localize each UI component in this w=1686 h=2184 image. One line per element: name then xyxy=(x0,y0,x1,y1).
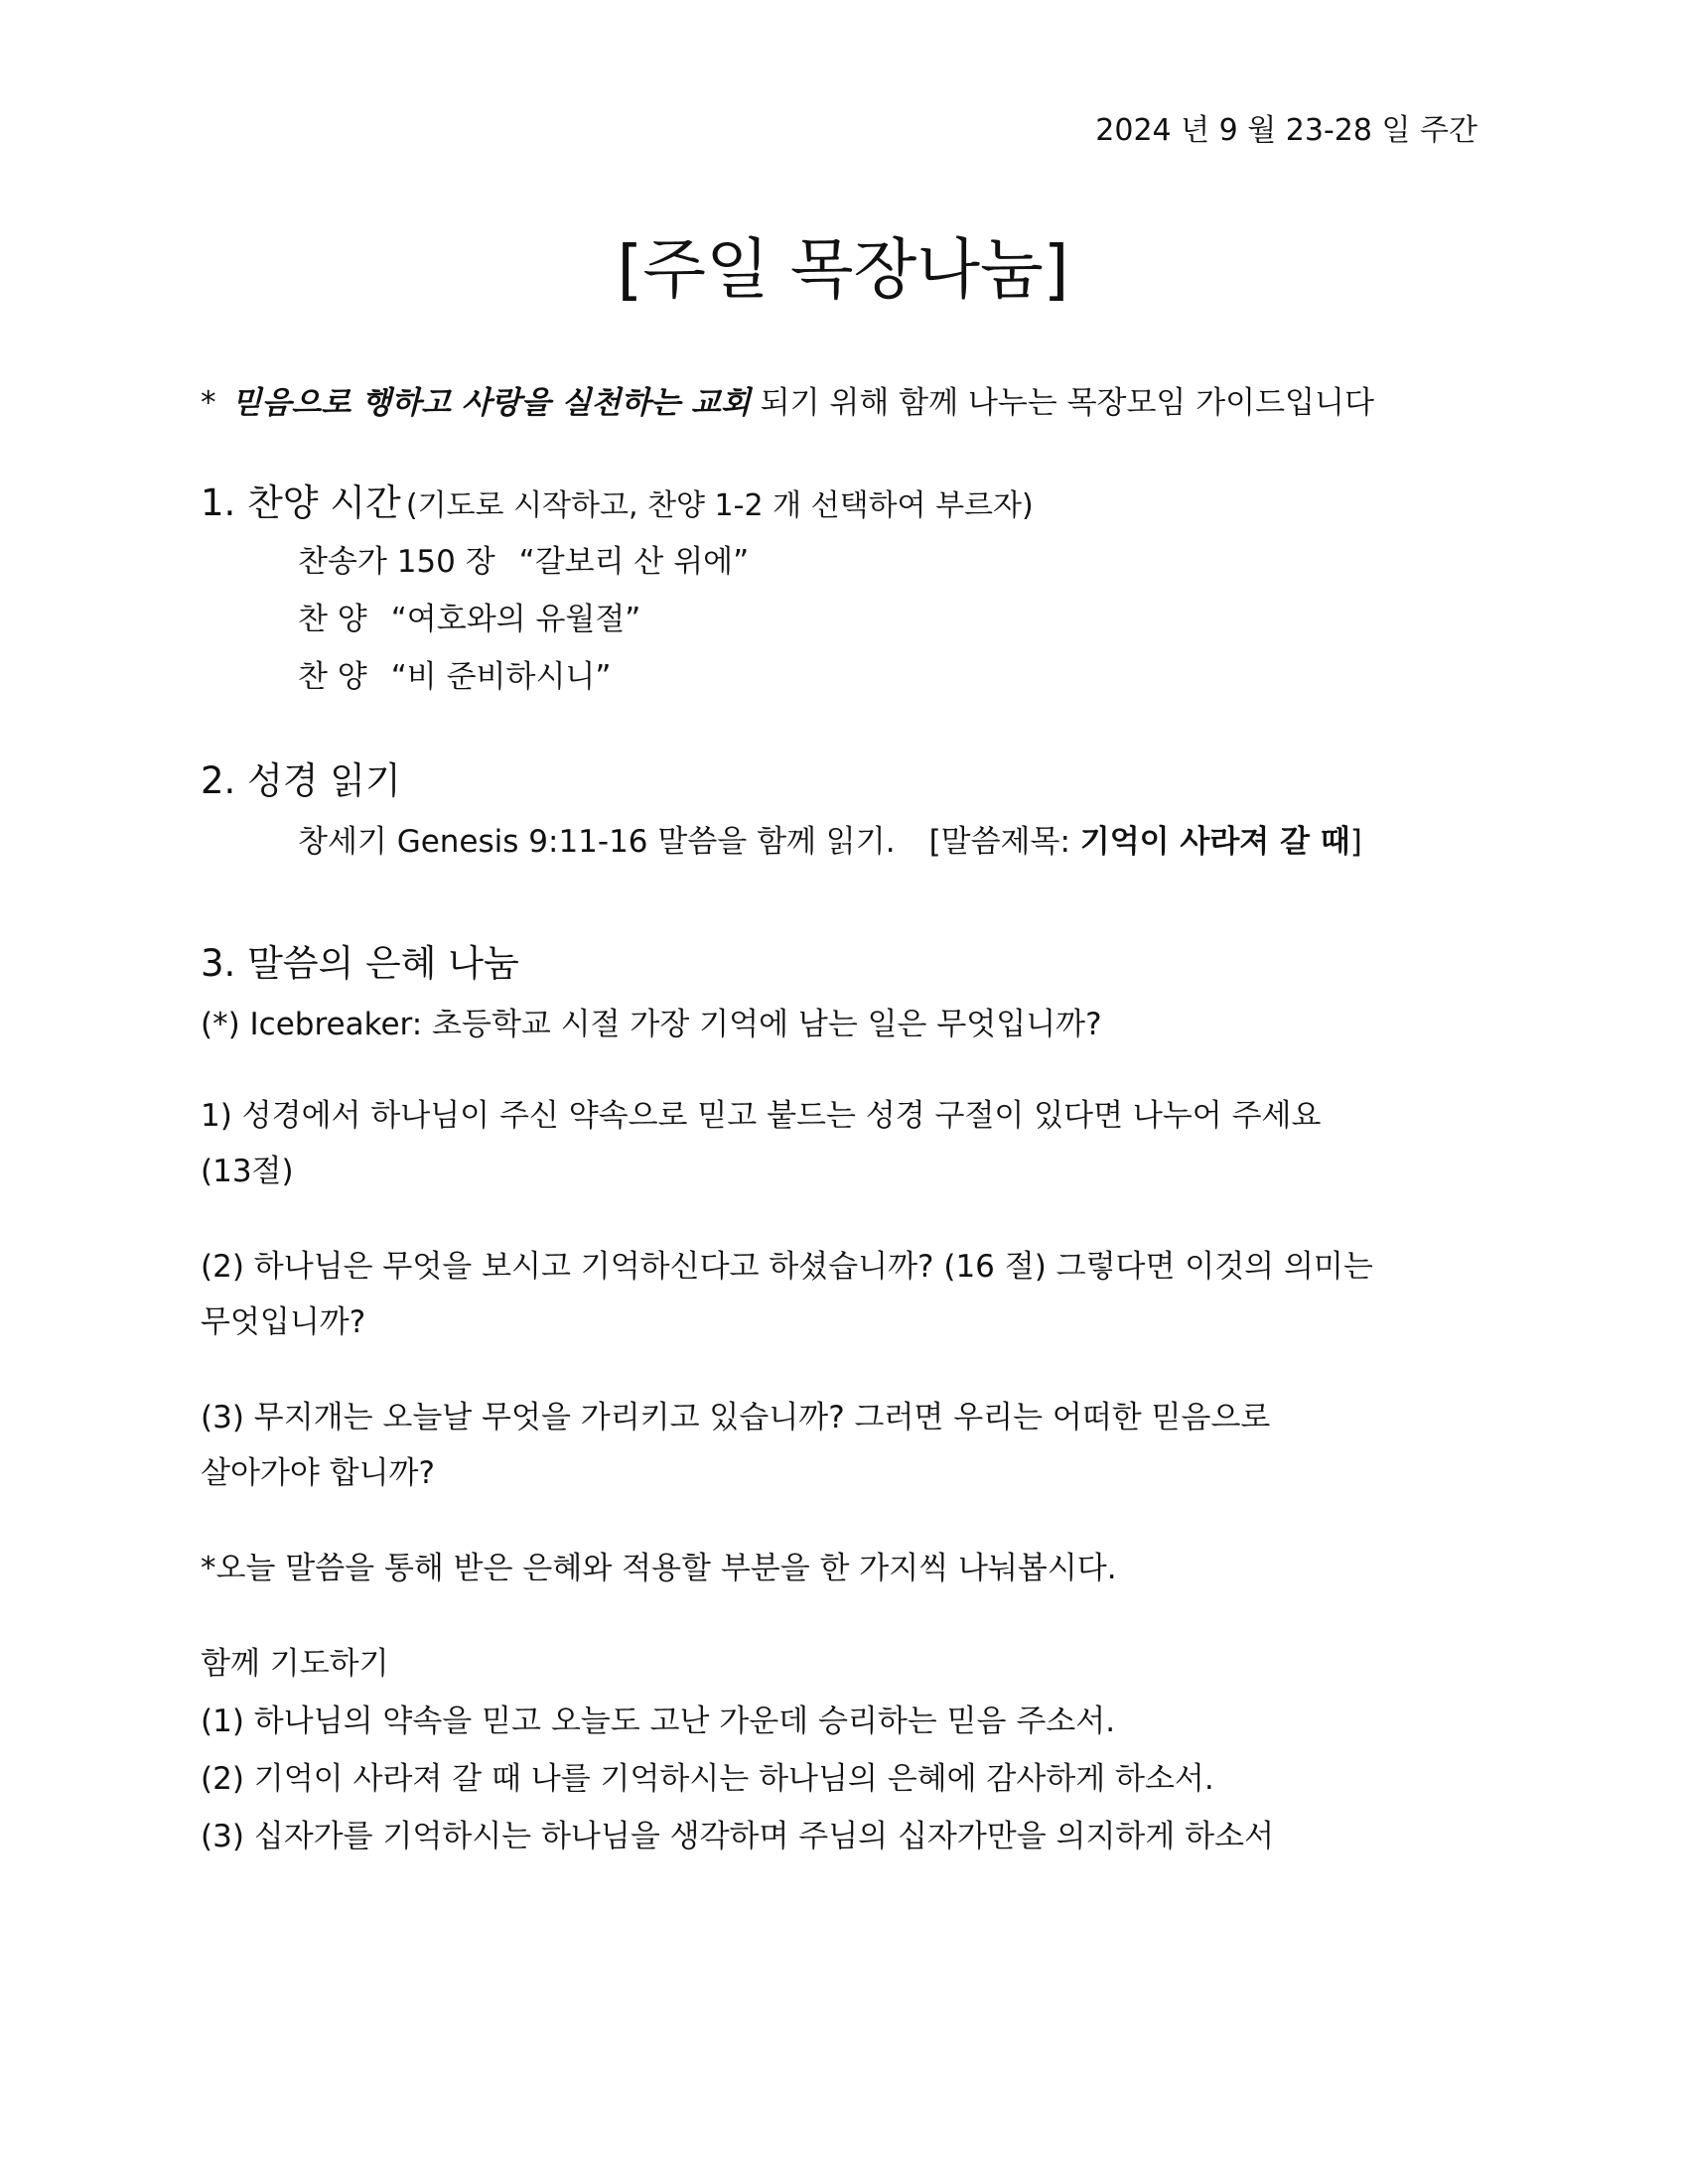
question-2-line-2: 무엇입니까? xyxy=(201,1304,366,1340)
question-3-line-1: (3) 무지개는 오늘날 무엇을 가리키고 있습니까? 그러면 우리는 어떠한 믿음으로 xyxy=(201,1400,1271,1435)
sermon-title-suffix: ] xyxy=(1349,824,1362,860)
praise-item-label: 찬 양 xyxy=(298,602,367,637)
application-line: *오늘 말씀을 통해 받은 은혜와 적용할 부분을 한 가지씩 나눠봅시다. xyxy=(201,1551,1117,1586)
praise-item xyxy=(298,651,611,696)
praise-item xyxy=(298,536,749,581)
sermon-title: 기억이 사라져 갈 때 xyxy=(1079,824,1350,860)
praise-item-song: “갈보리 산 위에” xyxy=(518,544,750,580)
praise-item-song: “비 준비하시니” xyxy=(390,659,612,695)
prayer-item: (1) 하나님의 약속을 믿고 오늘도 고난 가운데 승리하는 믿음 주소서. xyxy=(201,1704,1116,1739)
bible-reading-line xyxy=(298,816,1362,861)
icebreaker-label: (*) Icebreaker: xyxy=(201,1007,423,1042)
question-1-line-2: (13절) xyxy=(201,1154,294,1189)
praise-item-song: “여호와의 유월절” xyxy=(390,602,641,637)
praise-item xyxy=(298,594,640,638)
bible-heading: 2. 성경 읽기 xyxy=(201,759,401,802)
icebreaker-line xyxy=(201,999,1102,1043)
prayer-item: (3) 십자가를 기억하시는 하나님을 생각하며 주님의 십자가만을 의지하게 하소서 xyxy=(201,1819,1275,1854)
page-title: [주일 목장나눔] xyxy=(617,231,1069,308)
question-1-line-1: 1) 성경에서 하나님이 주신 약속으로 믿고 붙드는 성경 구절이 있다면 나누어 주세요 xyxy=(201,1098,1322,1134)
intro-emphasis: 믿음으로 행하고 사랑을 실천하는 교회 xyxy=(231,385,751,421)
praise-item-label: 찬송가 150 장 xyxy=(298,544,495,580)
praise-note: (기도로 시작하고, 찬양 1-2 개 선택하여 부르자) xyxy=(405,488,1034,523)
prayer-heading: 함께 기도하기 xyxy=(201,1646,389,1682)
praise-section-heading xyxy=(201,473,1034,526)
bible-reading: 창세기 Genesis 9:11-16 말씀을 함께 읽기. xyxy=(298,824,896,860)
sermon-title-prefix: [말씀제목: xyxy=(928,824,1080,860)
sharing-heading: 3. 말씀의 은혜 나눔 xyxy=(201,942,519,985)
icebreaker-question: 초등학교 시절 가장 기억에 남는 일은 무엇입니까? xyxy=(432,1007,1102,1042)
prayer-item: (2) 기억이 사라져 갈 때 나를 기억하시는 하나님의 은혜에 감사하게 하소서. xyxy=(201,1761,1214,1797)
praise-item-label: 찬 양 xyxy=(298,659,367,695)
praise-heading: 1. 찬양 시간 xyxy=(201,481,401,524)
intro-rest: 되기 위해 함께 나누는 목장모임 가이드입니다 xyxy=(750,385,1374,421)
document-date: 2024 년 9 월 23-28 일 주간 xyxy=(1095,113,1477,148)
intro-line xyxy=(201,377,1374,422)
question-3-line-2: 살아가야 합니까? xyxy=(201,1455,435,1491)
question-2-line-1: (2) 하나님은 무엇을 보시고 기억하신다고 하셨습니까? (16 절) 그렇다면 이것의 의미는 xyxy=(201,1249,1373,1285)
intro-asterisk: * xyxy=(201,385,216,421)
